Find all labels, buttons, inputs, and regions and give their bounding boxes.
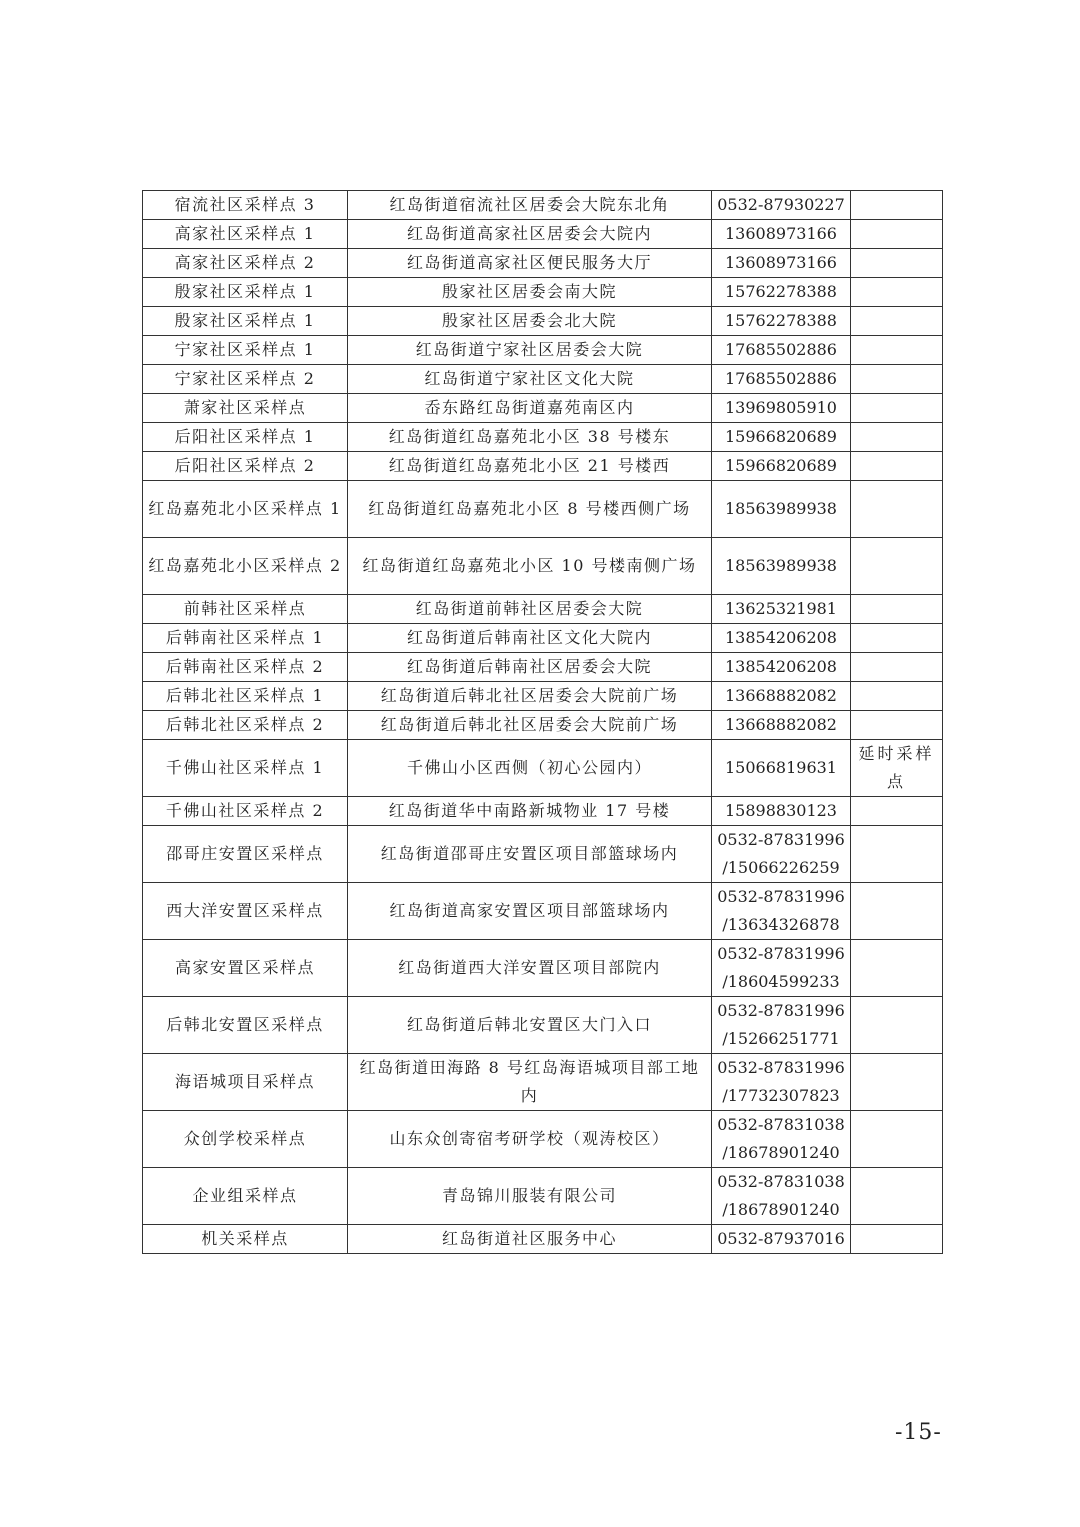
table-row (143, 740, 943, 797)
address-cell: 红岛街道邵哥庄安置区项目部篮球场内 (348, 826, 712, 883)
site-name-cell: 高家社区采样点 1 (143, 220, 348, 249)
phone-cell: 0532-87831996 /15066226259 (712, 826, 851, 883)
table-row (143, 336, 943, 365)
note-cell: 延时采样点 (851, 740, 943, 797)
note-cell (851, 481, 943, 538)
phone-cell: 15762278388 (712, 278, 851, 307)
address-cell: 红岛街道红岛嘉苑北小区 10 号楼南侧广场 (348, 538, 712, 595)
site-name-cell: 机关采样点 (143, 1225, 348, 1254)
note-cell (851, 997, 943, 1054)
phone-cell: 0532-87831996 /17732307823 (712, 1054, 851, 1111)
note-cell (851, 191, 943, 220)
page-number: -15- (895, 1420, 942, 1445)
site-name-cell: 高家安置区采样点 (143, 940, 348, 997)
address-cell: 红岛街道宁家社区文化大院 (348, 365, 712, 394)
site-name-cell: 后韩南社区采样点 2 (143, 653, 348, 682)
site-name-cell: 萧家社区采样点 (143, 394, 348, 423)
table-row (143, 595, 943, 624)
phone-cell: 18563989938 (712, 538, 851, 595)
note-cell (851, 220, 943, 249)
phone-cell: 0532-87831996 /15266251771 (712, 997, 851, 1054)
table-row (143, 711, 943, 740)
address-cell: 红岛街道后韩北安置区大门入口 (348, 997, 712, 1054)
table-row (143, 883, 943, 940)
address-cell: 红岛街道红岛嘉苑北小区 38 号楼东 (348, 423, 712, 452)
phone-cell: 13854206208 (712, 624, 851, 653)
site-name-cell: 企业组采样点 (143, 1168, 348, 1225)
phone-cell: 0532-87831038 /18678901240 (712, 1111, 851, 1168)
phone-cell: 13608973166 (712, 220, 851, 249)
note-cell (851, 826, 943, 883)
address-cell: 红岛街道前韩社区居委会大院 (348, 595, 712, 624)
table-row (143, 1225, 943, 1254)
table-row (143, 624, 943, 653)
site-name-cell: 邵哥庄安置区采样点 (143, 826, 348, 883)
address-cell: 红岛街道田海路 8 号红岛海语城项目部工地内 (348, 1054, 712, 1111)
phone-cell: 0532-87831038 /18678901240 (712, 1168, 851, 1225)
note-cell (851, 653, 943, 682)
note-cell (851, 595, 943, 624)
phone-cell: 15966820689 (712, 452, 851, 481)
phone-cell: 15762278388 (712, 307, 851, 336)
address-cell: 红岛街道红岛嘉苑北小区 8 号楼西侧广场 (348, 481, 712, 538)
address-cell: 红岛街道高家社区居委会大院内 (348, 220, 712, 249)
table-row (143, 249, 943, 278)
site-name-cell: 红岛嘉苑北小区采样点 2 (143, 538, 348, 595)
phone-cell: 17685502886 (712, 365, 851, 394)
site-name-cell: 后韩北安置区采样点 (143, 997, 348, 1054)
site-name-cell: 海语城项目采样点 (143, 1054, 348, 1111)
table-row (143, 940, 943, 997)
note-cell (851, 1168, 943, 1225)
address-cell: 殷家社区居委会北大院 (348, 307, 712, 336)
phone-cell: 17685502886 (712, 336, 851, 365)
phone-cell: 13668882082 (712, 682, 851, 711)
table-row (143, 220, 943, 249)
site-name-cell: 西大洋安置区采样点 (143, 883, 348, 940)
note-cell (851, 711, 943, 740)
note-cell (851, 394, 943, 423)
address-cell: 红岛街道华中南路新城物业 17 号楼 (348, 797, 712, 826)
table-row (143, 394, 943, 423)
note-cell (851, 452, 943, 481)
table-row (143, 653, 943, 682)
address-cell: 青岛锦川服装有限公司 (348, 1168, 712, 1225)
table-row (143, 365, 943, 394)
address-cell: 红岛街道西大洋安置区项目部院内 (348, 940, 712, 997)
note-cell (851, 278, 943, 307)
table-body (143, 191, 943, 1254)
table-row (143, 481, 943, 538)
address-cell: 红岛街道后韩北社区居委会大院前广场 (348, 711, 712, 740)
table-row (143, 1111, 943, 1168)
site-name-cell: 高家社区采样点 2 (143, 249, 348, 278)
note-cell (851, 249, 943, 278)
site-name-cell: 前韩社区采样点 (143, 595, 348, 624)
note-cell (851, 1111, 943, 1168)
address-cell: 殷家社区居委会南大院 (348, 278, 712, 307)
address-cell: 红岛街道后韩南社区居委会大院 (348, 653, 712, 682)
address-cell: 红岛街道高家安置区项目部篮球场内 (348, 883, 712, 940)
site-name-cell: 宁家社区采样点 1 (143, 336, 348, 365)
site-name-cell: 千佛山社区采样点 2 (143, 797, 348, 826)
table-row (143, 826, 943, 883)
phone-cell: 0532-87930227 (712, 191, 851, 220)
address-cell: 红岛街道宿流社区居委会大院东北角 (348, 191, 712, 220)
table-row (143, 307, 943, 336)
note-cell (851, 883, 943, 940)
phone-cell: 15898830123 (712, 797, 851, 826)
note-cell (851, 365, 943, 394)
note-cell (851, 423, 943, 452)
phone-cell: 13668882082 (712, 711, 851, 740)
note-cell (851, 624, 943, 653)
phone-cell: 15966820689 (712, 423, 851, 452)
phone-cell: 13854206208 (712, 653, 851, 682)
table-row (143, 797, 943, 826)
phone-cell: 18563989938 (712, 481, 851, 538)
address-cell: 红岛街道社区服务中心 (348, 1225, 712, 1254)
note-cell (851, 1225, 943, 1254)
table-row (143, 538, 943, 595)
table-row (143, 1054, 943, 1111)
table-row (143, 278, 943, 307)
address-cell: 山东众创寄宿考研学校（观涛校区） (348, 1111, 712, 1168)
address-cell: 红岛街道后韩南社区文化大院内 (348, 624, 712, 653)
site-name-cell: 后韩北社区采样点 1 (143, 682, 348, 711)
note-cell (851, 940, 943, 997)
table-row (143, 1168, 943, 1225)
phone-cell: 13625321981 (712, 595, 851, 624)
phone-cell: 13969805910 (712, 394, 851, 423)
address-cell: 岙东路红岛街道嘉苑南区内 (348, 394, 712, 423)
site-name-cell: 红岛嘉苑北小区采样点 1 (143, 481, 348, 538)
note-cell (851, 336, 943, 365)
site-name-cell: 千佛山社区采样点 1 (143, 740, 348, 797)
site-name-cell: 后阳社区采样点 1 (143, 423, 348, 452)
phone-cell: 0532-87831996 /18604599233 (712, 940, 851, 997)
note-cell (851, 1054, 943, 1111)
note-cell (851, 797, 943, 826)
site-name-cell: 后阳社区采样点 2 (143, 452, 348, 481)
sampling-sites-table (142, 190, 943, 1254)
phone-cell: 15066819631 (712, 740, 851, 797)
phone-cell: 13608973166 (712, 249, 851, 278)
site-name-cell: 殷家社区采样点 1 (143, 278, 348, 307)
address-cell: 红岛街道高家社区便民服务大厅 (348, 249, 712, 278)
site-name-cell: 宿流社区采样点 3 (143, 191, 348, 220)
table-row (143, 423, 943, 452)
note-cell (851, 538, 943, 595)
note-cell (851, 307, 943, 336)
note-cell (851, 682, 943, 711)
address-cell: 红岛街道宁家社区居委会大院 (348, 336, 712, 365)
site-name-cell: 后韩南社区采样点 1 (143, 624, 348, 653)
table-row (143, 191, 943, 220)
site-name-cell: 众创学校采样点 (143, 1111, 348, 1168)
site-name-cell: 宁家社区采样点 2 (143, 365, 348, 394)
address-cell: 千佛山小区西侧（初心公园内） (348, 740, 712, 797)
address-cell: 红岛街道后韩北社区居委会大院前广场 (348, 682, 712, 711)
phone-cell: 0532-87831996 /13634326878 (712, 883, 851, 940)
site-name-cell: 后韩北社区采样点 2 (143, 711, 348, 740)
table-row (143, 997, 943, 1054)
site-name-cell: 殷家社区采样点 1 (143, 307, 348, 336)
table-row (143, 452, 943, 481)
address-cell: 红岛街道红岛嘉苑北小区 21 号楼西 (348, 452, 712, 481)
table-row (143, 682, 943, 711)
phone-cell: 0532-87937016 (712, 1225, 851, 1254)
